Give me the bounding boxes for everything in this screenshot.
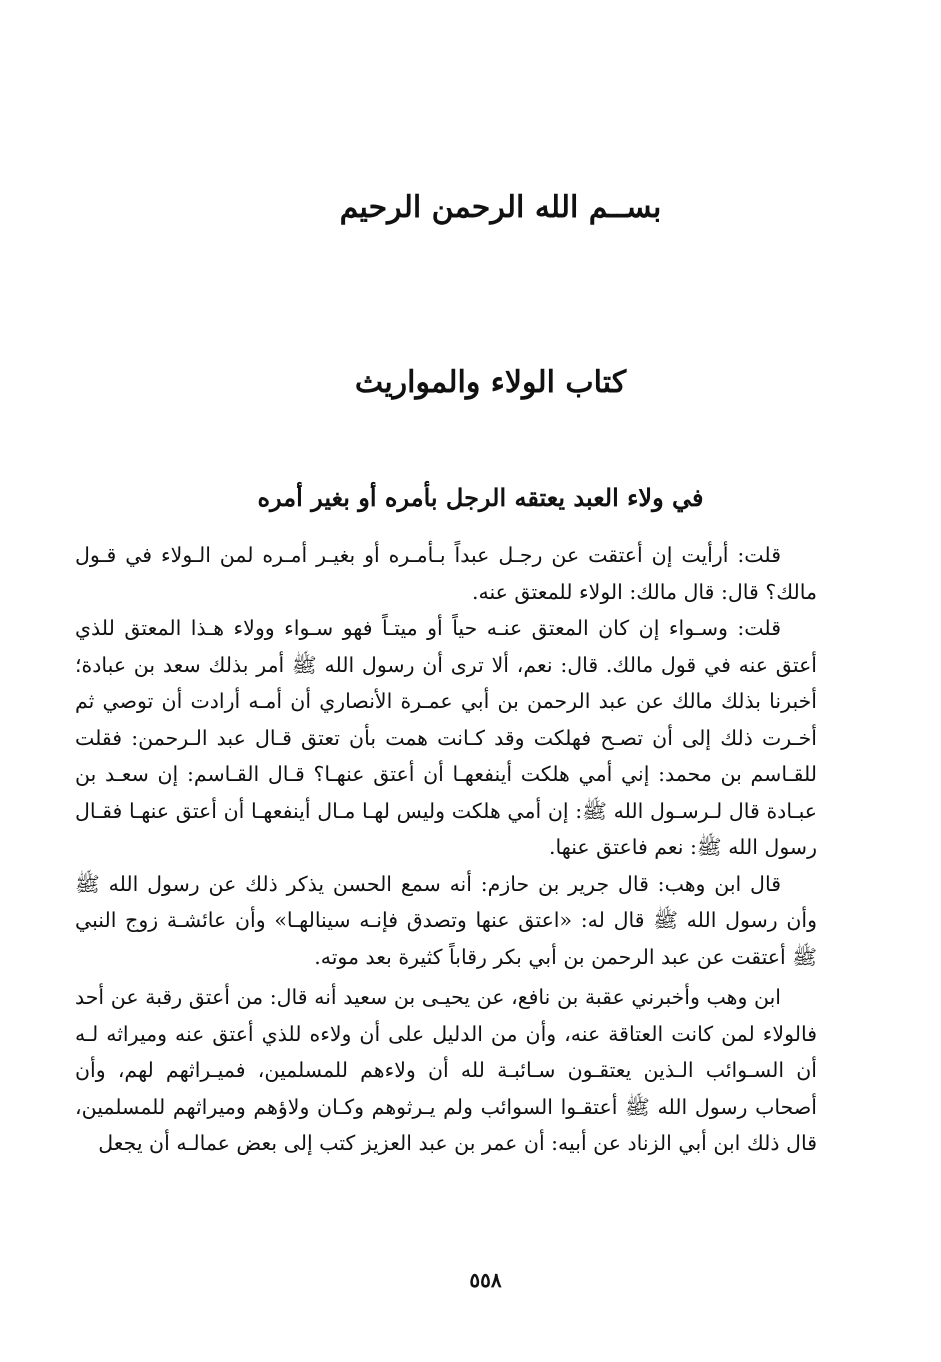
paragraph-3: قال ابن وهب: قال جرير بن حازم: أنه سمع الحسن يذكر ذلك عن رسول الله ﷺ وأن رسول الله ﷺ قال له: «اعتق عنها وتصدق فإنـه سينالهـا» وأن عائشـة زوج النبي ﷺ أعتقت عن عبد الرحمن بن أبي بكر رقاباً كثيرة بعد موته. — [75, 871, 817, 969]
basmala-heading: بســم الله الرحمن الرحيم — [339, 190, 662, 225]
chapter-title: في ولاء العبد يعتقه الرجل بأمره أو بغير أمره — [257, 483, 704, 512]
book-title: كتاب الولاء والمواريث — [354, 365, 627, 400]
paragraph-2: قلت: وسـواء إن كان المعتق عنـه حياً أو ميتـاً فهو سـواء وولاء هـذا المعتق للذي أعتق عنه في قول مالك. قال: نعم، ألا ترى أن رسول الله ﷺ أمر بذلك سعد بن عبادة؛ أخبرنا بذلك مالك عن عبد الرحمن بن أبي عمـرة الأنصاري أن أمـه أرادت أن توصي ثم أخـرت ذلك إلى أن تصـح فهلكت وقد كـانت همت بأن تعتق قـال عبد الـرحمن: فقلت للقـاسم بن محمد: إني أمي هلكت أينفعهـا أن أعتق عنهـا؟ قـال القـاسم: إن سعـد بن عبـادة قال لـرسـول الله ﷺ: إن أمي هلكت وليس لهـا مـال أينفعهـا أن أعتق عنهـا فقـال رسول الله ﷺ: نعم فاعتق عنها. — [75, 616, 817, 859]
body-text — [75, 537, 817, 1162]
paragraph-1: قلت: أرأيت إن أعتقت عن رجـل عبداً بـأمـره أو بغيـر أمـره لمن الـولاء في قـول مالك؟ قال: قال مالك: الولاء للمعتق عنه. — [75, 543, 817, 604]
page-number: ٥٥٨ — [469, 1268, 502, 1292]
paragraph-4: ابن وهب وأخبرني عقبة بن نافع، عن يحيـى بن سعيد أنه قال: من أعتق رقبة عن أحد فالولاء لمن كانت العتاقة عنه، وأن من الدليل على أن ولاءه للذي أعتق عنه وميراثه لـه أن السـوائب الـذين يعتقـون سـائبـة لله أن ولاءهم للمسلمين، فميـراثهم لهم، وأن أصحاب رسول الله ﷺ أعتقـوا السوائب ولم يـرثوهم وكـان ولاؤهم وميراثهم للمسلمين، قال ذلك ابن أبي الزناد عن أبيه: أن عمر بن عبد العزيز كتب إلى بعض عمالـه أن يجعل — [75, 985, 817, 1155]
